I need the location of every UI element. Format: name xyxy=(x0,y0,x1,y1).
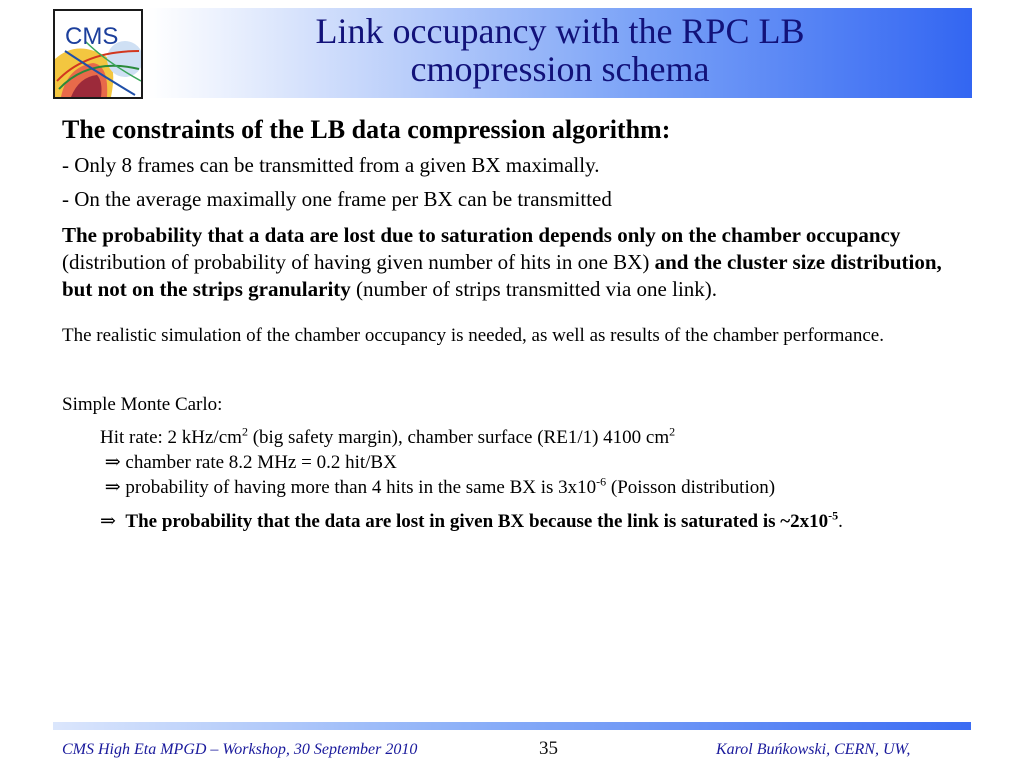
constraint-bullet-2: - On the average maximally one frame per BX can be transmitted xyxy=(62,187,612,211)
cms-logo xyxy=(53,9,143,99)
realistic-simulation-note: The realistic simulation of the chamber occupancy is needed, as well as results of the chamber performance. xyxy=(62,325,884,346)
slide-title-line1: Link occupancy with the RPC LB xyxy=(315,11,805,51)
probability-normal-2: (number of strips transmitted via one link). xyxy=(350,277,718,301)
page-number: 35 xyxy=(539,738,558,759)
constraints-heading: The constraints of the LB data compression algorithm: xyxy=(62,115,671,144)
poisson-text-a: probability of having more than 4 hits in the same BX is 3x10 xyxy=(120,477,597,498)
cms-logo-graphic xyxy=(55,11,141,97)
probability-paragraph xyxy=(62,222,962,303)
conclusion-sup: -5 xyxy=(828,508,839,523)
chamber-rate-text: chamber rate 8.2 MHz = 0.2 hit/BX xyxy=(120,452,397,473)
footer-author: Karol Buńkowski, CERN, UW, xyxy=(716,741,911,758)
footer-bar xyxy=(53,722,971,730)
implies-arrow-icon: ⇒ xyxy=(100,511,116,532)
hit-rate-line xyxy=(100,425,962,450)
probability-bold-2: and the cluster size distribution, xyxy=(654,250,942,274)
probability-normal-1: (distribution of probability of having given number of hits in one BX) xyxy=(62,250,655,274)
poisson-line xyxy=(100,475,962,500)
slide-title-line2: cmopression schema xyxy=(410,49,710,89)
monte-carlo-heading: Simple Monte Carlo: xyxy=(62,394,223,415)
slide-content xyxy=(62,114,962,534)
implies-arrow-icon: ⇒ xyxy=(104,452,121,473)
hit-rate-sup-2: 2 xyxy=(669,424,676,439)
conclusion-line xyxy=(62,509,962,534)
chamber-rate-line xyxy=(100,450,962,475)
footer-event: CMS High Eta MPGD – Workshop, 30 September 2010 xyxy=(62,741,418,758)
hit-rate-text-a: Hit rate: 2 kHz/cm xyxy=(100,427,242,448)
conclusion-end: . xyxy=(838,511,843,532)
hit-rate-text-b: (big safety margin), chamber surface (RE1/1) 4100 cm xyxy=(247,427,670,448)
logo-text: CMS xyxy=(65,23,119,50)
implies-arrow-icon: ⇒ xyxy=(104,477,121,498)
slide-title xyxy=(148,12,972,88)
probability-bold-3: but not on the strips granularity xyxy=(62,277,351,301)
poisson-text-b: (Poisson distribution) xyxy=(606,477,776,498)
monte-carlo-details xyxy=(62,425,962,500)
poisson-sup: -6 xyxy=(596,474,607,489)
conclusion-text: The probability that the data are lost in given BX because the link is saturated is ~2x10 xyxy=(125,511,829,532)
hit-rate-sup-1: 2 xyxy=(241,424,248,439)
probability-bold-1: The probability that a data are lost due to saturation depends only on the chamber occupancy xyxy=(62,223,901,247)
constraint-bullet-1: - Only 8 frames can be transmitted from a given BX maximally. xyxy=(62,153,600,177)
